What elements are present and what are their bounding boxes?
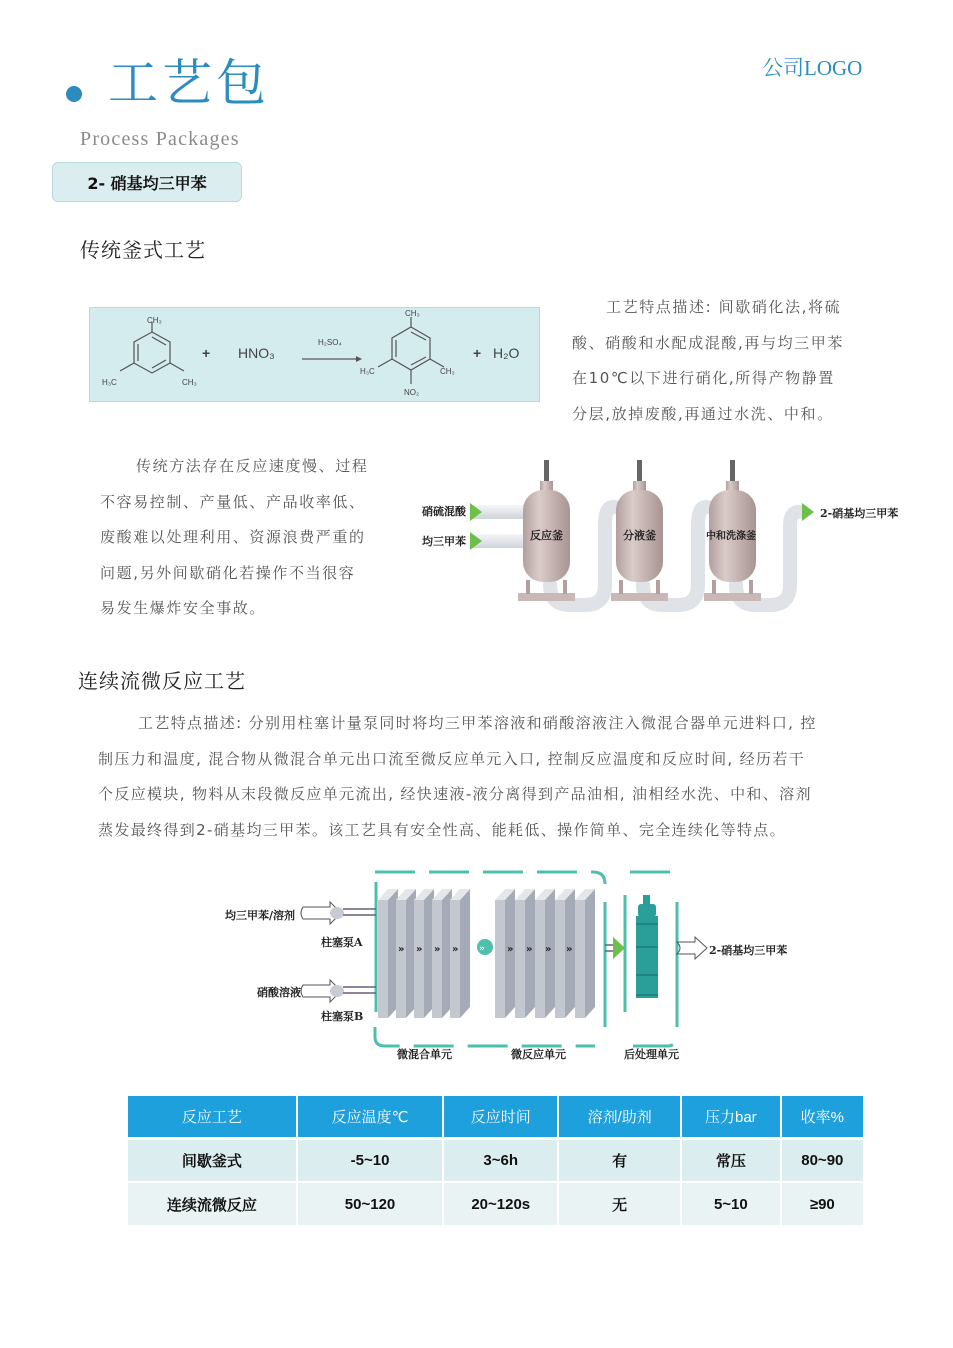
cell: 连续流微反应 [128, 1182, 297, 1226]
desc-line: 工艺特点描述: 间歇硝化法,将硫 [606, 298, 842, 316]
output-label: 2-硝基均三甲苯 [709, 944, 788, 957]
cell: -5~10 [297, 1138, 443, 1182]
table-row [128, 1138, 863, 1182]
desc-line: 工艺特点描述: 分别用柱塞计量泵同时将均三甲苯溶液和硝酸溶液注入微混合器单元进料口, 控 [138, 714, 817, 732]
svg-text:CH₃: CH₃ [440, 367, 455, 376]
pump-label-b: 柱塞泵B [321, 1010, 364, 1023]
cell: 常压 [681, 1138, 781, 1182]
cell: 无 [558, 1182, 681, 1226]
vessel-label-reactor: 反应釜 [530, 529, 563, 542]
cell: 50~120 [297, 1182, 443, 1226]
svg-text:HNO₃: HNO₃ [238, 345, 275, 361]
svg-text:+: + [473, 345, 482, 361]
flow-reactor-diagram [215, 862, 795, 1067]
svg-text:H₃C: H₃C [360, 367, 375, 376]
input-label-mesitylene: 均三甲苯 [422, 535, 466, 548]
unit-label-microreactor: 微反应单元 [511, 1048, 566, 1061]
output-label: 2-硝基均三甲苯 [820, 507, 899, 520]
svg-text:H₂SO₄: H₂SO₄ [318, 338, 342, 347]
header-solvent: 溶剂/助剂 [558, 1096, 681, 1138]
svg-text:»: » [416, 944, 423, 955]
header-yield: 收率% [781, 1096, 863, 1138]
traditional-drawbacks [100, 449, 400, 627]
unit-label-micromixer: 微混合单元 [397, 1048, 452, 1061]
svg-text:»: » [545, 944, 552, 955]
comparison-table [128, 1096, 863, 1227]
svg-text:»: » [526, 944, 533, 955]
drawback-line: 问题,另外间歇硝化若操作不当很容 [100, 563, 356, 582]
reaction-scheme-icon [90, 308, 541, 403]
vessel-label-separator: 分液釜 [623, 529, 656, 542]
svg-text:CH₃: CH₃ [405, 309, 420, 318]
cell: 有 [558, 1138, 681, 1182]
feed-label-mesitylene-solvent: 均三甲苯/溶剂 [225, 909, 296, 922]
company-logo: 公司LOGO [762, 56, 863, 80]
table-header-row [128, 1096, 863, 1138]
drawback-line: 不容易控制、产量低、产品收率低、 [100, 492, 366, 511]
product-tag: 2- 硝基均三甲苯 [52, 162, 242, 202]
drawback-line: 易发生爆炸安全事故。 [100, 599, 267, 617]
cell: 80~90 [781, 1138, 863, 1182]
feed-label-nitric-acid: 硝酸溶液 [257, 986, 301, 999]
svg-text:»: » [434, 944, 441, 955]
svg-text:»: » [452, 944, 459, 955]
input-label-mixed-acid: 硝硫混酸 [422, 505, 466, 518]
title-bullet-icon [66, 86, 82, 102]
svg-text:+: + [202, 345, 211, 361]
desc-line: 蒸发最终得到2-硝基均三甲苯。该工艺具有安全性高、能耗低、操作简单、完全连续化等特点。 [98, 820, 787, 839]
unit-label-posttreatment: 后处理单元 [624, 1048, 679, 1061]
cell: 20~120s [443, 1182, 558, 1226]
continuous-description [98, 706, 888, 848]
desc-line: 个反应模块, 物料从末段微反应单元流出, 经快速液-液分离得到产品油相, 油相经水洗、中和、溶剂 [98, 785, 812, 803]
desc-line: 制压力和温度, 混合物从微混合单元出口流至微反应单元入口, 控制反应温度和反应时间, 经历若干 [98, 749, 806, 768]
desc-line: 酸、硝酸和水配成混酸,再与均三甲苯 [572, 333, 844, 352]
svg-text:»: » [398, 944, 405, 955]
drawback-line: 废酸难以处理利用、资源浪费严重的 [100, 528, 366, 546]
svg-text:H₃C: H₃C [102, 378, 117, 387]
section-heading-traditional: 传统釜式工艺 [80, 238, 206, 262]
vessel-label-washer: 中和洗涤釜 [706, 531, 756, 542]
svg-text:CH₃: CH₃ [182, 378, 197, 387]
drawback-line: 传统方法存在反应速度慢、过程 [136, 457, 369, 475]
page-title: 工艺包 [108, 54, 270, 112]
table-row [128, 1182, 863, 1226]
header-time: 反应时间 [443, 1096, 558, 1138]
header-temperature: 反应温度℃ [297, 1096, 443, 1138]
reaction-equation [89, 307, 540, 402]
cell: 3~6h [443, 1138, 558, 1182]
header-process: 反应工艺 [128, 1096, 297, 1138]
svg-text:H₂O: H₂O [493, 345, 520, 361]
pump-label-a: 柱塞泵A [321, 936, 363, 949]
svg-text:CH₃: CH₃ [147, 316, 162, 325]
cell: ≥90 [781, 1182, 863, 1226]
svg-text:»: » [566, 944, 573, 955]
svg-text:»: » [507, 944, 514, 955]
page-subtitle: Process Packages [80, 128, 240, 150]
svg-text:NO₂: NO₂ [404, 388, 420, 397]
svg-text:»: » [479, 944, 485, 954]
cell: 间歇釜式 [128, 1138, 297, 1182]
section-heading-continuous: 连续流微反应工艺 [78, 669, 246, 693]
batch-process-diagram [410, 455, 900, 620]
traditional-description [572, 290, 872, 432]
header-pressure: 压力bar [681, 1096, 781, 1138]
cell: 5~10 [681, 1182, 781, 1226]
desc-line: 分层,放掉废酸,再通过水洗、中和。 [572, 404, 834, 423]
flow-reactor-diagram-icon [215, 862, 795, 1067]
desc-line: 在10℃以下进行硝化,所得产物静置 [572, 369, 835, 387]
